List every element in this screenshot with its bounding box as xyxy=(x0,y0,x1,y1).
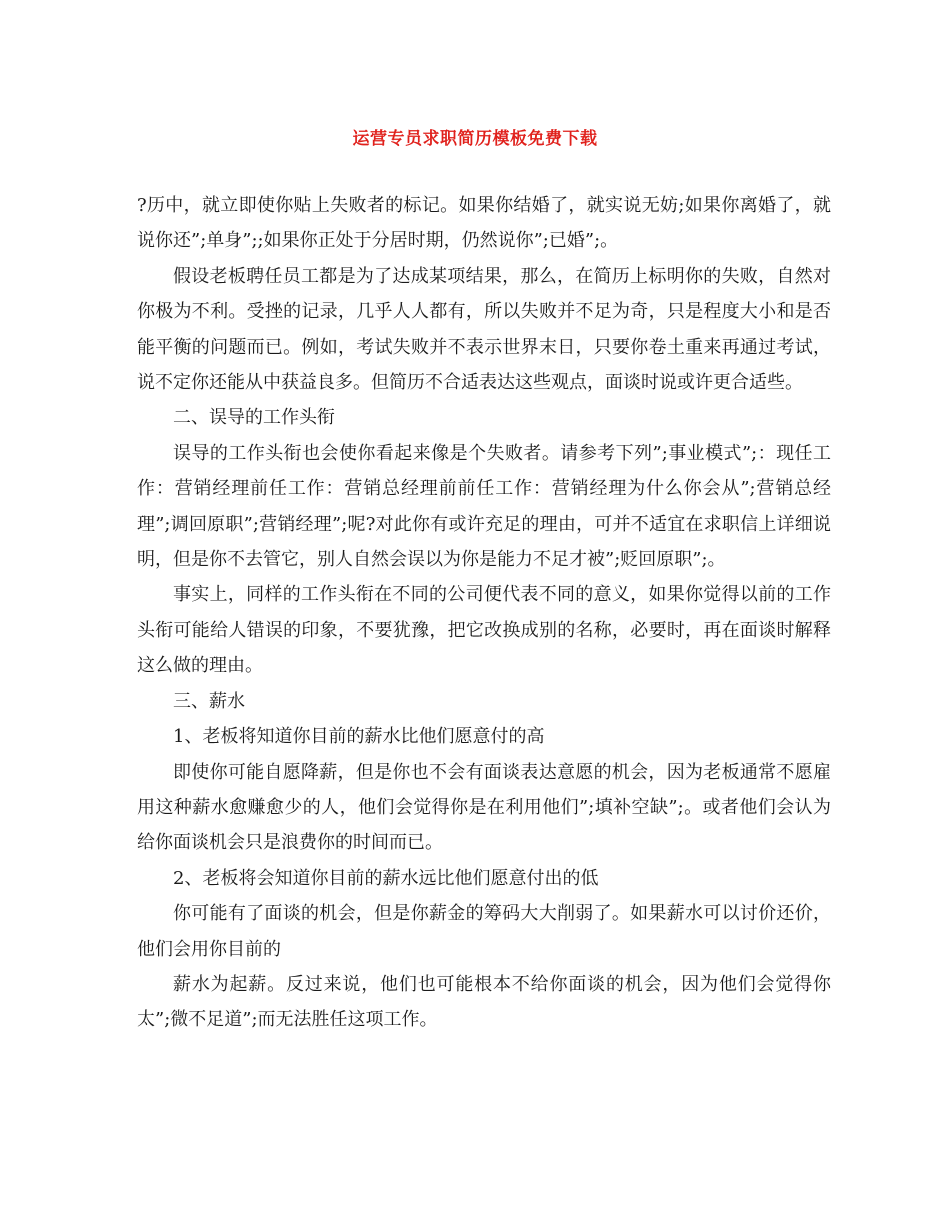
section-heading: 三、薪水 xyxy=(173,690,245,712)
document-title: 运营专员求职简历模板免费下载 xyxy=(352,129,598,149)
subsection-heading: 2、老板将会知道你目前的薪水远比他们愿意付出的低 xyxy=(173,867,599,889)
paragraph: 假设老板聘任员工都是为了达成某项结果，那么，在简历上标明你的失败，自然对你极为不利。受挫的记录，几乎人人都有，所以失败并不足为奇，只是程度大小和是否能平衡的问题而已。例如，考试失败并不表示世界末日，只要你卷土重来再通过考试，说不定你还能从中获益良多。但简历不合适表达这些观点，面谈时说或许更合适些。 xyxy=(137,265,831,394)
paragraph: 薪水为起薪。反过来说，他们也可能根本不给你面谈的机会，因为他们会觉得你太”;微不足道”;而无法胜任这项工作。 xyxy=(137,973,831,1031)
subsection-heading: 1、老板将知道你目前的薪水比他们愿意付的高 xyxy=(173,726,545,748)
paragraph: 即使你可能自愿降薪，但是你也不会有面谈表达意愿的机会，因为老板通常不愿雇用这种薪水愈赚愈少的人，他们会觉得你是在利用他们”;填补空缺”;。或者他们会认为给你面谈机会只是浪费你的时间而已。 xyxy=(137,761,831,854)
paragraph: ?历中，就立即使你贴上失败者的标记。如果你结婚了，就实说无妨;如果你离婚了，就说你还”;单身”;;如果你正处于分居时期，仍然说你”;已婚”;。 xyxy=(137,195,831,252)
section-heading: 二、误导的工作头衔 xyxy=(173,407,335,429)
document-body xyxy=(137,188,831,1038)
paragraph: 你可能有了面谈的机会，但是你薪金的筹码大大削弱了。如果薪水可以讨价还价，他们会用你目前的 xyxy=(137,903,831,960)
paragraph: 事实上，同样的工作头衔在不同的公司便代表不同的意义，如果你觉得以前的工作头衔可能给人错误的印象，不要犹豫，把它改换成别的名称，必要时，再在面谈时解释这么做的理由。 xyxy=(137,584,831,677)
paragraph: 误导的工作头衔也会使你看起来像是个失败者。请参考下列”;事业模式”;：现任工作：营销经理前任工作：营销总经理前前任工作：营销经理为什么你会从”;营销总经理”;调回原职”;营销经理”;呢?对此你有或许充足的理由，可并不适宜在求职信上详细说明，但是你不去管它，别人自然会误以为你是能力不足才被”;贬回原职”;。 xyxy=(137,442,831,571)
